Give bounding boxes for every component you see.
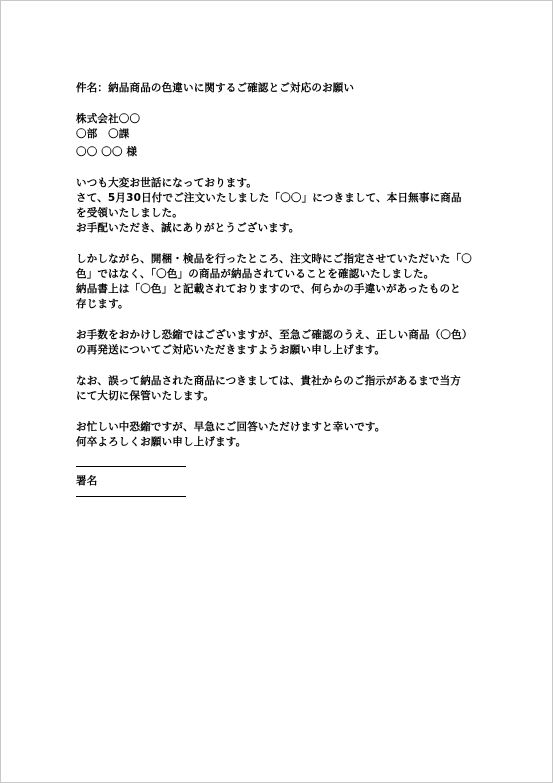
signature-label: 署名: [76, 475, 98, 487]
recipient-name: 〇〇 〇〇 様: [76, 146, 138, 158]
issue-paragraph: [76, 252, 486, 312]
paragraph-line: にて大切に保管いたします。: [76, 390, 215, 402]
paragraph-line: 存じます。: [76, 298, 129, 310]
paragraph-line: を受領いたしました。: [76, 207, 183, 219]
paragraph-line: お忙しい中恐縮ですが、早急にご回答いただけますと幸いです。: [76, 421, 386, 433]
storage-paragraph: [76, 374, 486, 404]
subject-line: 件名：納品商品の色違いに関するご確認とご対応のお願い: [76, 82, 355, 94]
letter-body: [76, 81, 486, 504]
paragraph-line: の再発送についてご対応いただきますようお願い申し上げます。: [76, 344, 386, 356]
paragraph-line: しかしながら、開梱・検品を行ったところ、注文時にご指定させていただいた「〇: [76, 253, 472, 265]
paragraph-line: さて、5月30日付でご注文いたしました「〇〇」につきまして、本日無事に商品: [76, 192, 462, 204]
recipient-company: 株式会社〇〇: [76, 113, 141, 125]
request-paragraph: [76, 328, 486, 358]
paragraph-line: お手数をおかけし恐縮ではございますが、至急ご確認のうえ、正しい商品（〇色）: [76, 329, 473, 341]
paragraph-line: 色」ではなく、「〇色」の商品が納品されていることを確認いたしました。: [76, 268, 435, 280]
greeting-paragraph: [76, 176, 486, 236]
signature-bottom-rule: [76, 496, 186, 497]
signature-top-rule: [76, 466, 186, 467]
paragraph-line: なお、誤って納品された商品につきましては、貴社からのご指示があるまで当方: [76, 375, 461, 387]
paragraph-line: 何卒よろしくお願い申し上げます。: [76, 436, 247, 448]
paragraph-line: お手配いただき、誠にありがとうございます。: [76, 222, 300, 234]
signature-block: [76, 466, 486, 497]
paragraph-line: 納品書上は「〇色」と記載されておりますので、何らかの手違いがあったものと: [76, 283, 461, 295]
paragraph-line: いつも大変お世話になっております。: [76, 177, 258, 189]
recipient-department: 〇部 〇課: [76, 128, 130, 140]
closing-paragraph: [76, 420, 486, 450]
